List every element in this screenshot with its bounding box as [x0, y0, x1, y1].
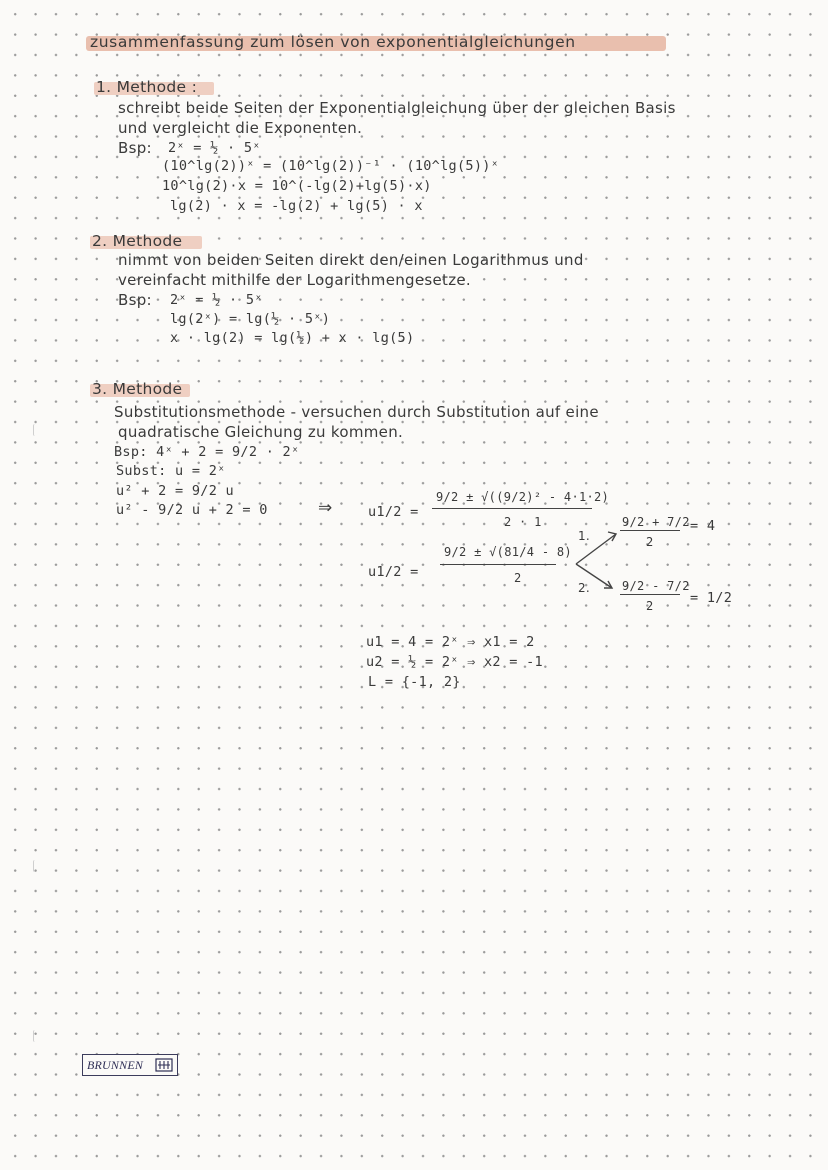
branch-arrows [568, 528, 624, 596]
method2-eq1: lg(2ˣ) = lg(½ · 5ˣ) [170, 311, 331, 327]
method2-desc-line1: nimmt von beiden Seiten direkt den/einen Logarithmus und [118, 251, 584, 269]
result2-numerator: 9/2 - 7/2 [622, 579, 690, 593]
arrow-implies: ⇒ [318, 498, 333, 518]
u12-numerator: 9/2 ± √((9/2)² - 4·1·2) [436, 490, 610, 504]
method2-eq0: 2ˣ = ½ · 5ˣ [170, 292, 263, 308]
method3-heading: 3. Methode [92, 380, 183, 398]
method2-desc-line2: vereinfacht mithilfe der Logarithmengesetze. [118, 271, 471, 289]
method3-desc-line2: quadratische Gleichung zu kommen. [118, 423, 404, 441]
u12b-numerator: 9/2 ± √(81/4 - 8) [444, 545, 572, 559]
brand-name: BRUNNEN [87, 1057, 144, 1072]
method1-desc-line2: und vergleicht die Exponenten. [118, 119, 363, 137]
method1-eq3: lg(2) · x = -lg(2) + lg(5) · x [170, 198, 423, 214]
method1-desc-line1: schreibt beide Seiten der Exponentialgleichung über der gleichen Basis [118, 99, 676, 117]
u12b-label: u1/2 = [368, 564, 419, 580]
method3-subst: Subst: u = 2ˣ [116, 463, 226, 479]
method2-heading: 2. Methode [92, 232, 183, 250]
method1-eq0: 2ˣ = ½ · 5ˣ [168, 140, 261, 156]
solution-line1: u1 = 4 = 2ˣ ⇒ x1 = 2 [366, 634, 535, 650]
binder-mark [33, 424, 37, 436]
result1-numerator: 9/2 + 7/2 [622, 515, 690, 529]
solution-set: L = {-1, 2} [368, 674, 461, 690]
method2-bsp-label: Bsp: [118, 291, 152, 309]
method1-heading: 1. Methode : [96, 78, 198, 96]
u12b-denominator: 2 [514, 571, 522, 585]
fraction-bar [432, 508, 592, 509]
solution-line2: u2 = ½ = 2ˣ ⇒ x2 = -1 [366, 654, 543, 670]
fraction-bar [440, 564, 556, 565]
branch-label-2: 2. [578, 581, 591, 595]
u12-denominator: 2 · 1 [504, 515, 542, 529]
brunnen-logo [82, 1054, 178, 1076]
page-title: zusammenfassung zum lösen von exponentialgleichungen [90, 33, 576, 51]
u12-label: u1/2 = [368, 504, 419, 520]
result1-value: = 4 [690, 518, 716, 534]
result2-value: = 1/2 [690, 590, 733, 606]
method3-desc-line1: Substitutionsmethode - versuchen durch Substitution auf eine [114, 403, 599, 421]
method3-eq2: u² - 9/2 u + 2 = 0 [116, 502, 268, 518]
binder-mark [33, 860, 37, 872]
method1-eq1: (10^lg(2))ˣ = (10^lg(2))⁻¹ · (10^lg(5))ˣ [162, 158, 500, 174]
method1-bsp-label: Bsp: [118, 139, 152, 157]
method2-eq2: x · lg(2) = lg(½) + x · lg(5) [170, 330, 415, 346]
method1-eq2: 10^lg(2)·x = 10^(-lg(2)+lg(5)·x) [162, 178, 432, 194]
method3-eq1: u² + 2 = 9/2 u [116, 483, 234, 499]
binder-mark [33, 1030, 37, 1042]
result1-denominator: 2 [646, 535, 654, 549]
method3-bsp: Bsp: 4ˣ + 2 = 9/2 · 2ˣ [114, 444, 300, 460]
branch-label-1: 1. [578, 529, 591, 543]
result2-denominator: 2 [646, 599, 654, 613]
brand-emblem-icon [155, 1058, 173, 1072]
